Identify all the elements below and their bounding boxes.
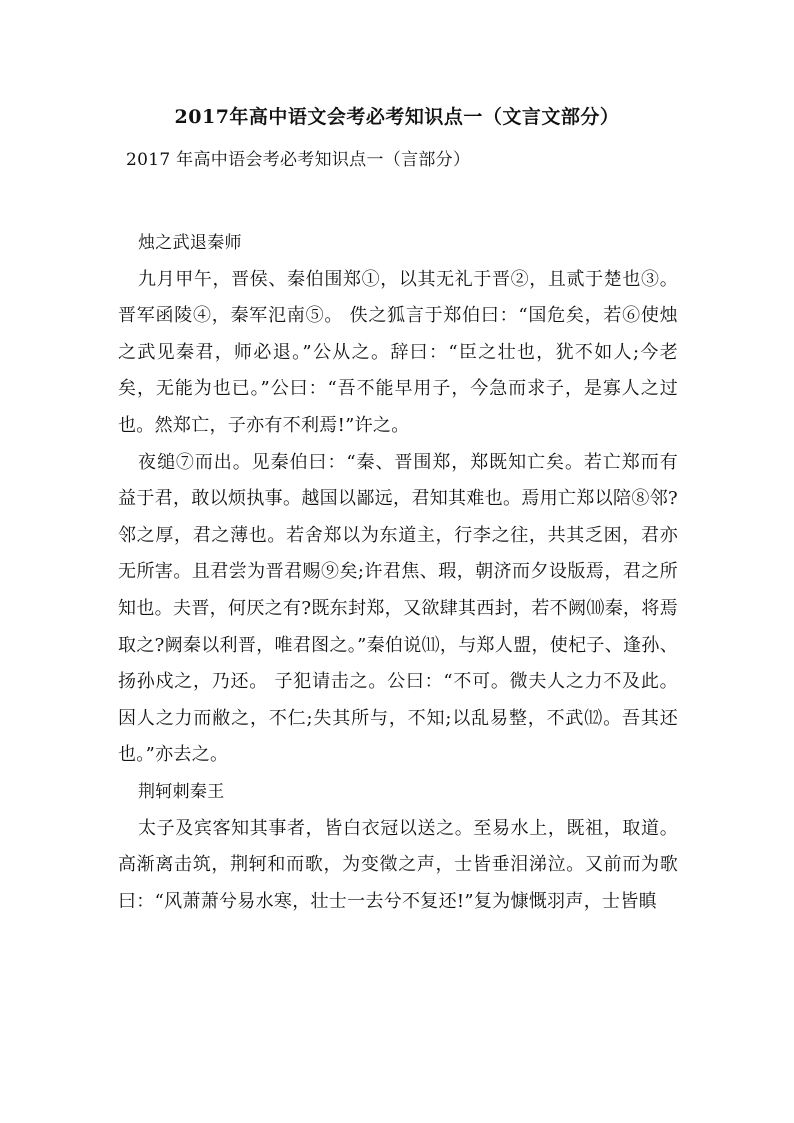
paragraph: 太子及宾客知其事者，皆白衣冠以送之。至易水上，既祖，取道。高渐离击筑，荆轲和而歌，为变徵之声，士皆垂泪涕泣。又前而为歌曰：“风萧萧兮易水寒，壮士一去兮不复还!”复为慷慨羽声，士皆瞋 xyxy=(118,817,678,912)
section-heading: 荆轲刺秦王 xyxy=(138,781,225,802)
paragraph: 夜缒⑦而出。见秦伯曰：“秦、晋围郑，郑既知亡矣。若亡郑而有益于君，敢以烦执事。越国以鄙远，君知其难也。焉用亡郑以陪⑧邻?邻之厚，君之薄也。若舍郑以为东道主，行李之往，共其乏困，君亦无所害。且君尝为晋君赐⑨矣;许君焦、瑕，朝济而夕设版焉，君之所知也。夫晋，何厌之有?既东封郑，又欲肆其西封，若不阙⑽秦，将焉取之?阙秦以利晋，唯君图之。”秦伯说⑾，与郑人盟，使杞子、逢孙、扬孙戍之，乃还。 子犯请击之。公曰：“不可。微夫人之力不及此。因人之力而敝之，不仁;失其所与，不知;以乱易整，不武⑿。吾其还也。”亦去之。 xyxy=(118,451,678,766)
document-title: 2017年高中语文会考必考知识点一（文言文部分） xyxy=(174,106,620,128)
section-heading: 烛之武退秦师 xyxy=(138,233,242,253)
document-subtitle: 2017 年高中语会考必考知识点一（言部分） xyxy=(126,150,471,170)
document-body xyxy=(118,225,678,920)
paragraph: 九月甲午，晋侯、秦伯围郑①，以其无礼于晋②，且贰于楚也③。晋军函陵④，秦军氾南⑤。 佚之狐言于郑伯曰：“国危矣，若⑥使烛之武见秦君，师必退。”公从之。辞曰：“臣之壮也，犹不如人;今老矣，无能为也已。”公曰：“吾不能早用子，今急而求子，是寡人之过也。然郑亡，子亦有不利焉!”许之。 xyxy=(118,268,678,436)
